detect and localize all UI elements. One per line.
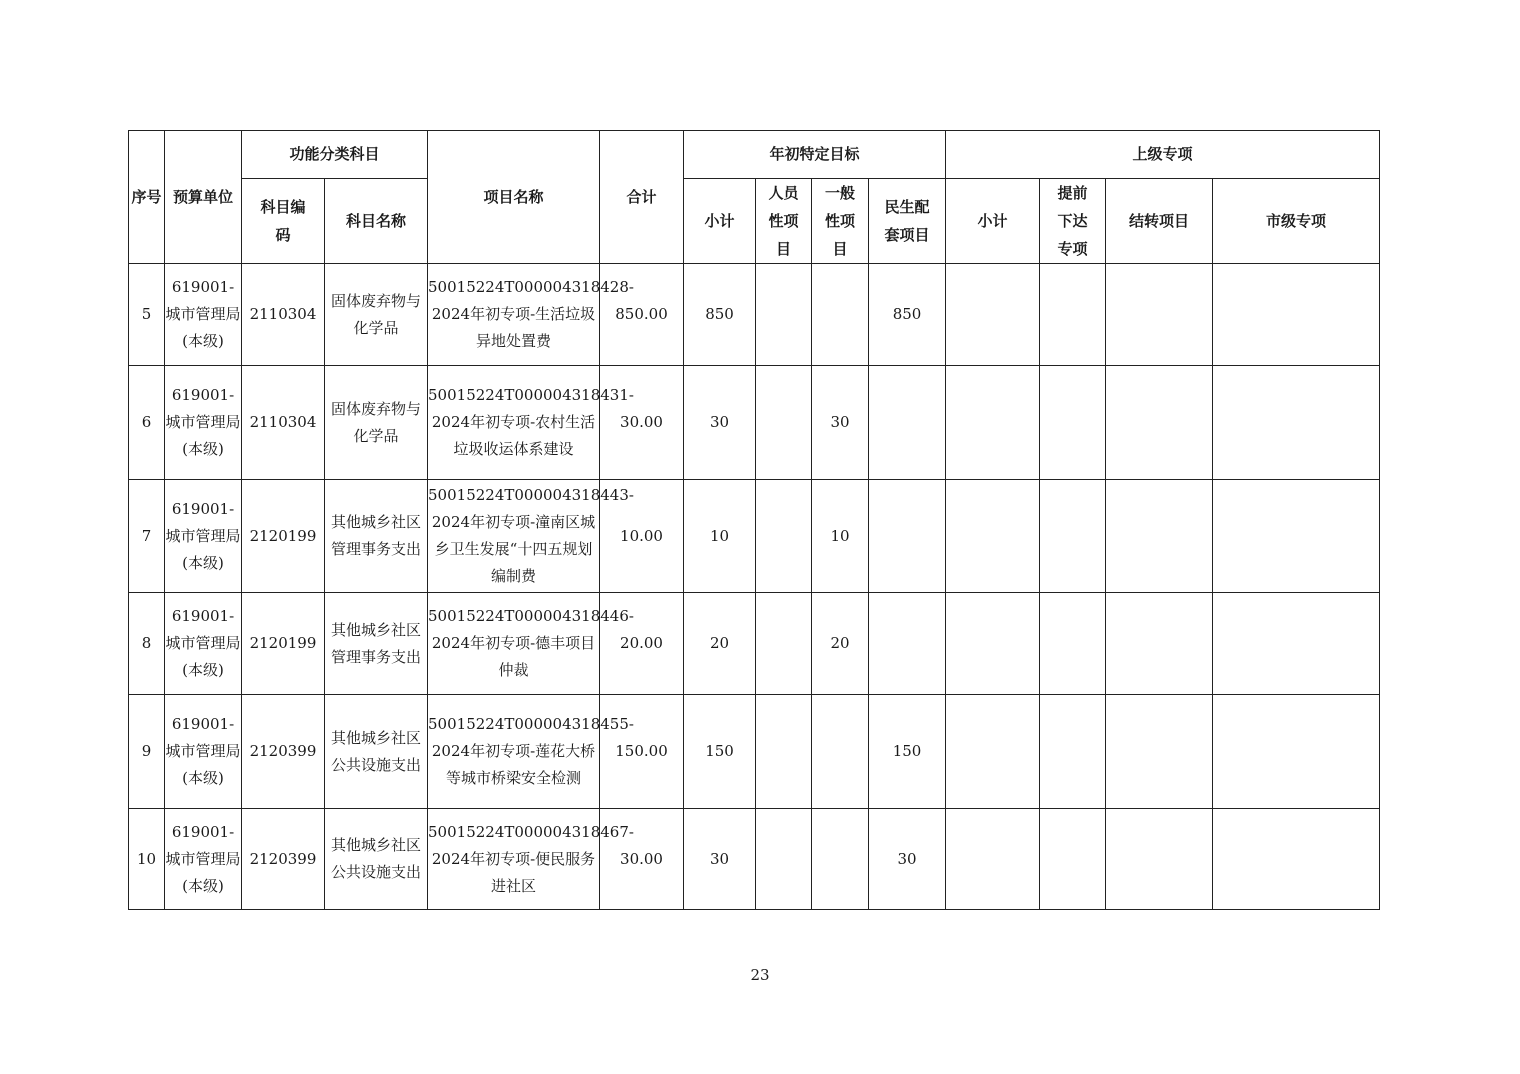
cell-unit: 619001-城市管理局(本级) bbox=[165, 264, 242, 366]
cell-initial-general bbox=[812, 264, 869, 366]
header-func-group: 功能分类科目 bbox=[242, 131, 428, 179]
cell-subject-name: 固体废弃物与化学品 bbox=[325, 264, 428, 366]
cell-initial-livelihood bbox=[869, 480, 946, 593]
cell-initial-general bbox=[812, 695, 869, 809]
cell-seq: 10 bbox=[129, 809, 165, 910]
cell-total: 20.00 bbox=[600, 593, 684, 695]
cell-superior-subtotal bbox=[946, 695, 1040, 809]
cell-seq: 5 bbox=[129, 264, 165, 366]
header-initial-livelihood: 民生配套项目 bbox=[869, 179, 946, 264]
cell-initial-livelihood: 30 bbox=[869, 809, 946, 910]
cell-project-name: 50015224T000004318467-2024年初专项-便民服务进社区 bbox=[428, 809, 600, 910]
cell-code: 2110304 bbox=[242, 366, 325, 480]
cell-subject-name: 固体废弃物与化学品 bbox=[325, 366, 428, 480]
cell-initial-personnel bbox=[756, 480, 812, 593]
table-row bbox=[129, 809, 1380, 910]
cell-subject-name: 其他城乡社区公共设施支出 bbox=[325, 695, 428, 809]
cell-seq: 9 bbox=[129, 695, 165, 809]
header-superior-group: 上级专项 bbox=[946, 131, 1380, 179]
cell-initial-subtotal: 30 bbox=[684, 809, 756, 910]
header-initial-personnel: 人员性项目 bbox=[756, 179, 812, 264]
cell-initial-general: 30 bbox=[812, 366, 869, 480]
cell-superior-city bbox=[1213, 480, 1380, 593]
cell-seq: 8 bbox=[129, 593, 165, 695]
cell-initial-livelihood bbox=[869, 366, 946, 480]
cell-superior-subtotal bbox=[946, 264, 1040, 366]
cell-initial-subtotal: 30 bbox=[684, 366, 756, 480]
cell-code: 2120199 bbox=[242, 480, 325, 593]
cell-superior-carryover bbox=[1106, 593, 1213, 695]
cell-unit: 619001-城市管理局(本级) bbox=[165, 593, 242, 695]
header-superior-city: 市级专项 bbox=[1213, 179, 1380, 264]
cell-superior-carryover bbox=[1106, 264, 1213, 366]
cell-initial-livelihood bbox=[869, 593, 946, 695]
table-body bbox=[129, 264, 1380, 910]
cell-subject-name: 其他城乡社区管理事务支出 bbox=[325, 480, 428, 593]
cell-total: 30.00 bbox=[600, 366, 684, 480]
cell-initial-personnel bbox=[756, 264, 812, 366]
budget-table bbox=[128, 130, 1380, 910]
header-superior-carryover: 结转项目 bbox=[1106, 179, 1213, 264]
cell-total: 10.00 bbox=[600, 480, 684, 593]
cell-superior-carryover bbox=[1106, 366, 1213, 480]
cell-unit: 619001-城市管理局(本级) bbox=[165, 480, 242, 593]
cell-total: 850.00 bbox=[600, 264, 684, 366]
cell-total: 150.00 bbox=[600, 695, 684, 809]
cell-initial-subtotal: 20 bbox=[684, 593, 756, 695]
cell-project-name: 50015224T000004318431-2024年初专项-农村生活垃圾收运体系建设 bbox=[428, 366, 600, 480]
header-initial-general: 一般性项目 bbox=[812, 179, 869, 264]
cell-initial-personnel bbox=[756, 695, 812, 809]
cell-superior-advance bbox=[1040, 480, 1106, 593]
cell-superior-carryover bbox=[1106, 809, 1213, 910]
cell-code: 2120399 bbox=[242, 695, 325, 809]
cell-superior-city bbox=[1213, 366, 1380, 480]
cell-superior-city bbox=[1213, 264, 1380, 366]
cell-initial-livelihood: 850 bbox=[869, 264, 946, 366]
cell-superior-city bbox=[1213, 593, 1380, 695]
cell-unit: 619001-城市管理局(本级) bbox=[165, 695, 242, 809]
header-row-2 bbox=[129, 179, 1380, 264]
cell-superior-advance bbox=[1040, 809, 1106, 910]
cell-superior-city bbox=[1213, 695, 1380, 809]
cell-superior-carryover bbox=[1106, 695, 1213, 809]
page-number: 23 bbox=[750, 966, 770, 984]
cell-initial-personnel bbox=[756, 809, 812, 910]
cell-initial-subtotal: 150 bbox=[684, 695, 756, 809]
table-row bbox=[129, 480, 1380, 593]
cell-initial-general bbox=[812, 809, 869, 910]
cell-initial-general: 20 bbox=[812, 593, 869, 695]
header-total: 合计 bbox=[600, 131, 684, 264]
header-unit: 预算单位 bbox=[165, 131, 242, 264]
cell-subject-name: 其他城乡社区公共设施支出 bbox=[325, 809, 428, 910]
cell-project-name: 50015224T000004318446-2024年初专项-德丰项目仲裁 bbox=[428, 593, 600, 695]
cell-initial-livelihood: 150 bbox=[869, 695, 946, 809]
header-func-name: 科目名称 bbox=[325, 179, 428, 264]
cell-superior-advance bbox=[1040, 695, 1106, 809]
header-func-code: 科目编码 bbox=[242, 179, 325, 264]
cell-project-name: 50015224T000004318455-2024年初专项-莲花大桥等城市桥梁安全检测 bbox=[428, 695, 600, 809]
cell-superior-city bbox=[1213, 809, 1380, 910]
table-row bbox=[129, 264, 1380, 366]
cell-seq: 6 bbox=[129, 366, 165, 480]
header-initial-subtotal: 小计 bbox=[684, 179, 756, 264]
cell-superior-subtotal bbox=[946, 593, 1040, 695]
cell-superior-advance bbox=[1040, 593, 1106, 695]
table-row bbox=[129, 695, 1380, 809]
cell-total: 30.00 bbox=[600, 809, 684, 910]
header-superior-advance: 提前下达专项 bbox=[1040, 179, 1106, 264]
cell-superior-advance bbox=[1040, 264, 1106, 366]
table-row bbox=[129, 366, 1380, 480]
header-project-name: 项目名称 bbox=[428, 131, 600, 264]
header-superior-subtotal: 小计 bbox=[946, 179, 1040, 264]
cell-superior-subtotal bbox=[946, 809, 1040, 910]
cell-initial-subtotal: 850 bbox=[684, 264, 756, 366]
cell-initial-general: 10 bbox=[812, 480, 869, 593]
cell-initial-subtotal: 10 bbox=[684, 480, 756, 593]
cell-unit: 619001-城市管理局(本级) bbox=[165, 366, 242, 480]
cell-code: 2120199 bbox=[242, 593, 325, 695]
header-seq: 序号 bbox=[129, 131, 165, 264]
cell-superior-advance bbox=[1040, 366, 1106, 480]
table-row bbox=[129, 593, 1380, 695]
cell-superior-carryover bbox=[1106, 480, 1213, 593]
cell-initial-personnel bbox=[756, 593, 812, 695]
header-initial-group: 年初特定目标 bbox=[684, 131, 946, 179]
cell-code: 2110304 bbox=[242, 264, 325, 366]
header-row-1 bbox=[129, 131, 1380, 179]
cell-initial-personnel bbox=[756, 366, 812, 480]
cell-seq: 7 bbox=[129, 480, 165, 593]
cell-project-name: 50015224T000004318428-2024年初专项-生活垃圾异地处置费 bbox=[428, 264, 600, 366]
cell-project-name: 50015224T000004318443-2024年初专项-潼南区城乡卫生发展“十四五规划编制费 bbox=[428, 480, 600, 593]
cell-superior-subtotal bbox=[946, 366, 1040, 480]
cell-superior-subtotal bbox=[946, 480, 1040, 593]
cell-unit: 619001-城市管理局(本级) bbox=[165, 809, 242, 910]
cell-subject-name: 其他城乡社区管理事务支出 bbox=[325, 593, 428, 695]
cell-code: 2120399 bbox=[242, 809, 325, 910]
